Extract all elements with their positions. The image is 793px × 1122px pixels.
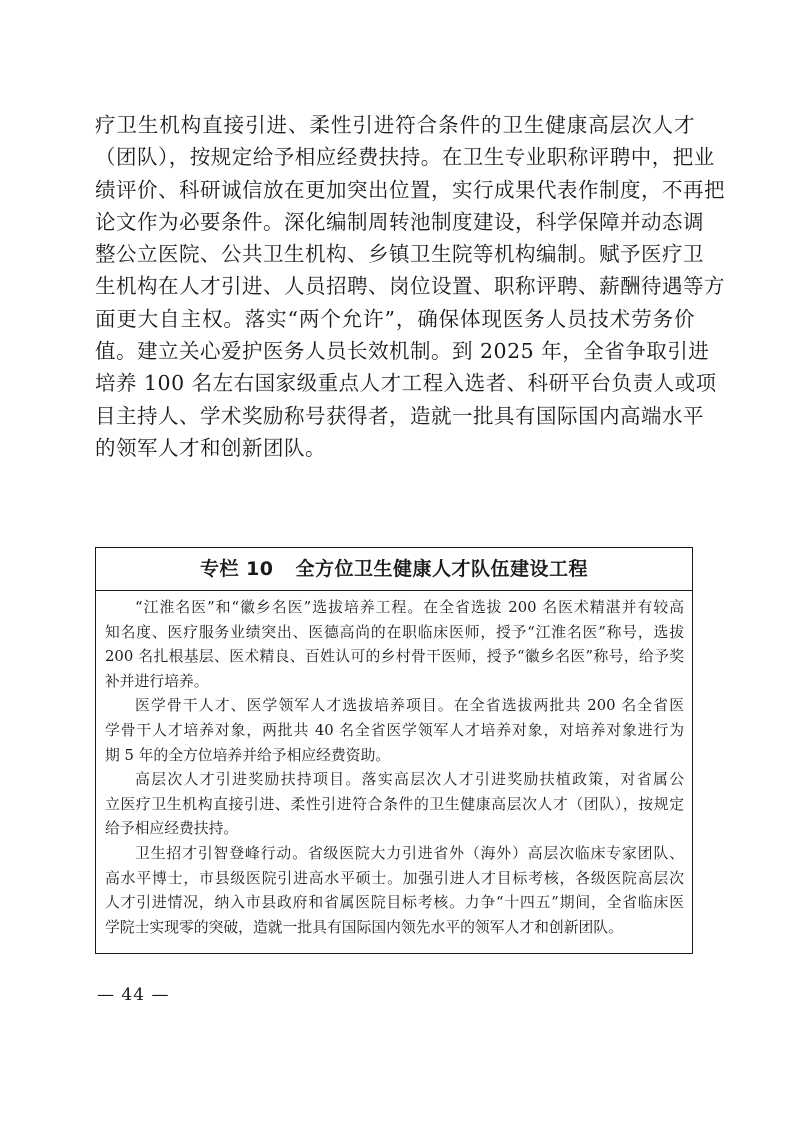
- column-paragraph-line: 医学骨干人才、医学领军人才选拔培养项目。在全省选拔两批共 200 名全省医: [135, 697, 684, 715]
- column-box: [95, 547, 693, 954]
- column-paragraph: [105, 694, 684, 768]
- column-title: 全方位卫生健康人才队伍建设工程: [295, 558, 589, 580]
- body-line: 的领军人才和创新团队。: [95, 435, 326, 460]
- column-paragraph-line: “江淮名医”和“徽乡名医”选拔培养工程。在全省选拔 200 名医术精湛并有较高: [135, 599, 684, 616]
- column-box-title: [96, 548, 692, 591]
- body-line: 生机构在人才引进、人员招聘、岗位设置、职称评聘、薪酬待遇等方: [95, 274, 725, 299]
- body-line: 论文作为必要条件。深化编制周转池制度建设，科学保障并动态调: [95, 209, 704, 234]
- body-line: 面更大自主权。落实“两个允许”，确保体现医务人员技术劳务价: [95, 306, 695, 331]
- body-line: 整公立医院、公共卫生机构、乡镇卫生院等机构编制。赋予医疗卫: [95, 242, 704, 267]
- page-number: — 44 —: [97, 985, 170, 1005]
- column-paragraph-line: 人才引进情况，纳入市县政府和省属医院目标考核。力争“十四五”期间，全省临床医: [105, 894, 684, 912]
- column-paragraph: [105, 596, 684, 694]
- column-paragraph-line: 学院士实现零的突破，造就一批具有国际国内领先水平的领军人才和创新团队。: [105, 918, 623, 936]
- column-paragraph-line: 高层次人才引进奖励扶持项目。落实高层次人才引进奖励扶植政策，对省属公: [135, 771, 684, 789]
- body-line: 目主持人、学术奖励称号获得者，造就一批具有国际国内高端水平: [95, 403, 704, 428]
- column-paragraph: [105, 842, 684, 940]
- column-paragraph-line: 学骨干人才培养对象，两批共 40 名全省医学领军人才培养对象，对培养对象进行为: [105, 721, 684, 739]
- column-paragraph-line: 卫生招才引智登峰行动。省级医院大力引进省外（海外）高层次临床专家团队、: [135, 844, 684, 862]
- column-paragraph: [105, 768, 684, 842]
- body-line: 疗卫生机构直接引进、柔性引进符合条件的卫生健康高层次人才: [95, 113, 695, 137]
- column-box-body: [96, 591, 692, 940]
- body-line: （团队），按规定给予相应经费扶持。在卫生专业职称评聘中，把业: [95, 145, 715, 170]
- body-line: 绩评价、科研诚信放在更加突出位置，实行成果代表作制度，不再把: [95, 177, 725, 202]
- column-paragraph-line: 200 名扎根基层、医术精良、百姓认可的乡村骨干医师，授予“徽乡名医”称号，给予奖: [105, 648, 684, 666]
- column-paragraph-line: 补并进行培养。: [105, 672, 209, 690]
- column-paragraph-line: 期 5 年的全方位培养并给予相应经费资助。: [105, 746, 391, 764]
- column-paragraph-line: 立医疗卫生机构直接引进、柔性引进符合条件的卫生健康高层次人才（团队），按规定: [105, 795, 684, 813]
- column-paragraph-line: 知名度、医疗服务业绩突出、医德高尚的在职临床医师，授予“江淮名医”称号，选拔: [105, 623, 684, 641]
- body-paragraph: [95, 109, 725, 464]
- body-line: 值。建立关心爱护医务人员长效机制。到 2025 年，全省争取引进: [95, 339, 710, 364]
- column-label: 专栏 10: [199, 558, 274, 580]
- column-paragraph-line: 高水平博士，市县级医院引进高水平硕士。加强引进人才目标考核，各级医院高层次: [105, 869, 684, 887]
- body-line: 培养 100 名左右国家级重点人才工程入选者、科研平台负责人或项: [95, 371, 717, 396]
- column-paragraph-line: 给予相应经费扶持。: [105, 820, 239, 838]
